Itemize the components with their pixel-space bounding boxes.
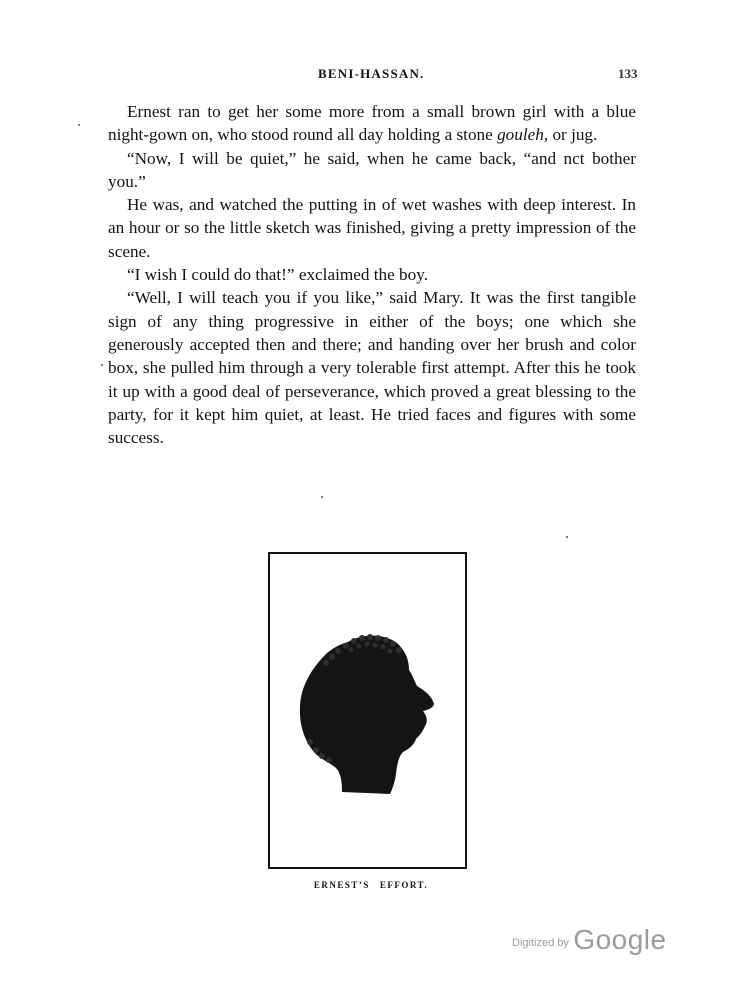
- figure-caption: [0, 880, 742, 890]
- scan-speck: [321, 496, 323, 498]
- paragraph-1-text-before: Ernest ran to get her some more from a small brown girl with a blue night-gown on, who stood round all day holding a stone: [108, 102, 636, 145]
- paragraph-2: “Now, I will be quiet,” he said, when he came back, “and nct bother you.”: [108, 148, 636, 191]
- page-number: 133: [618, 66, 638, 81]
- scan-speck: [78, 124, 80, 126]
- paragraph-5: “Well, I will teach you if you like,” said Mary. It was the first tangible sign of any thing progressive in either of the boys; one which she generously accepted then and there; and handing over her brush and color box, she pulled him through a very tolerable first attempt. After this he took it up with a good deal of perseverance, which proved a great blessing to the party, for it kept him quiet, at least. He tried faces and figures with some success.: [108, 288, 636, 448]
- body-text: [108, 100, 636, 449]
- scan-speck: [101, 364, 103, 366]
- google-logo: Google: [573, 924, 667, 955]
- profile-silhouette-illustration: [296, 632, 436, 802]
- running-title: BENI-HASSAN.: [318, 66, 425, 81]
- paragraph-1: [108, 100, 636, 147]
- running-head: [0, 66, 742, 86]
- paragraph-4: “I wish I could do that!” exclaimed the boy.: [127, 265, 428, 285]
- digitized-watermark: [512, 924, 667, 956]
- scan-speck: [566, 536, 568, 538]
- watermark-prefix: Digitized by: [512, 937, 569, 949]
- italic-word-gouleh: gouleh,: [497, 125, 549, 145]
- paragraph-3: He was, and watched the putting in of wet washes with deep interest. In an hour or so the little sketch was finished, giving a pretty impression of the scene.: [108, 195, 636, 261]
- caption-word: EFFORT.: [379, 880, 429, 890]
- figure-plate: [268, 552, 467, 869]
- caption-name: ERNEST’S: [313, 880, 370, 890]
- paragraph-1-text-after: or jug.: [548, 125, 598, 145]
